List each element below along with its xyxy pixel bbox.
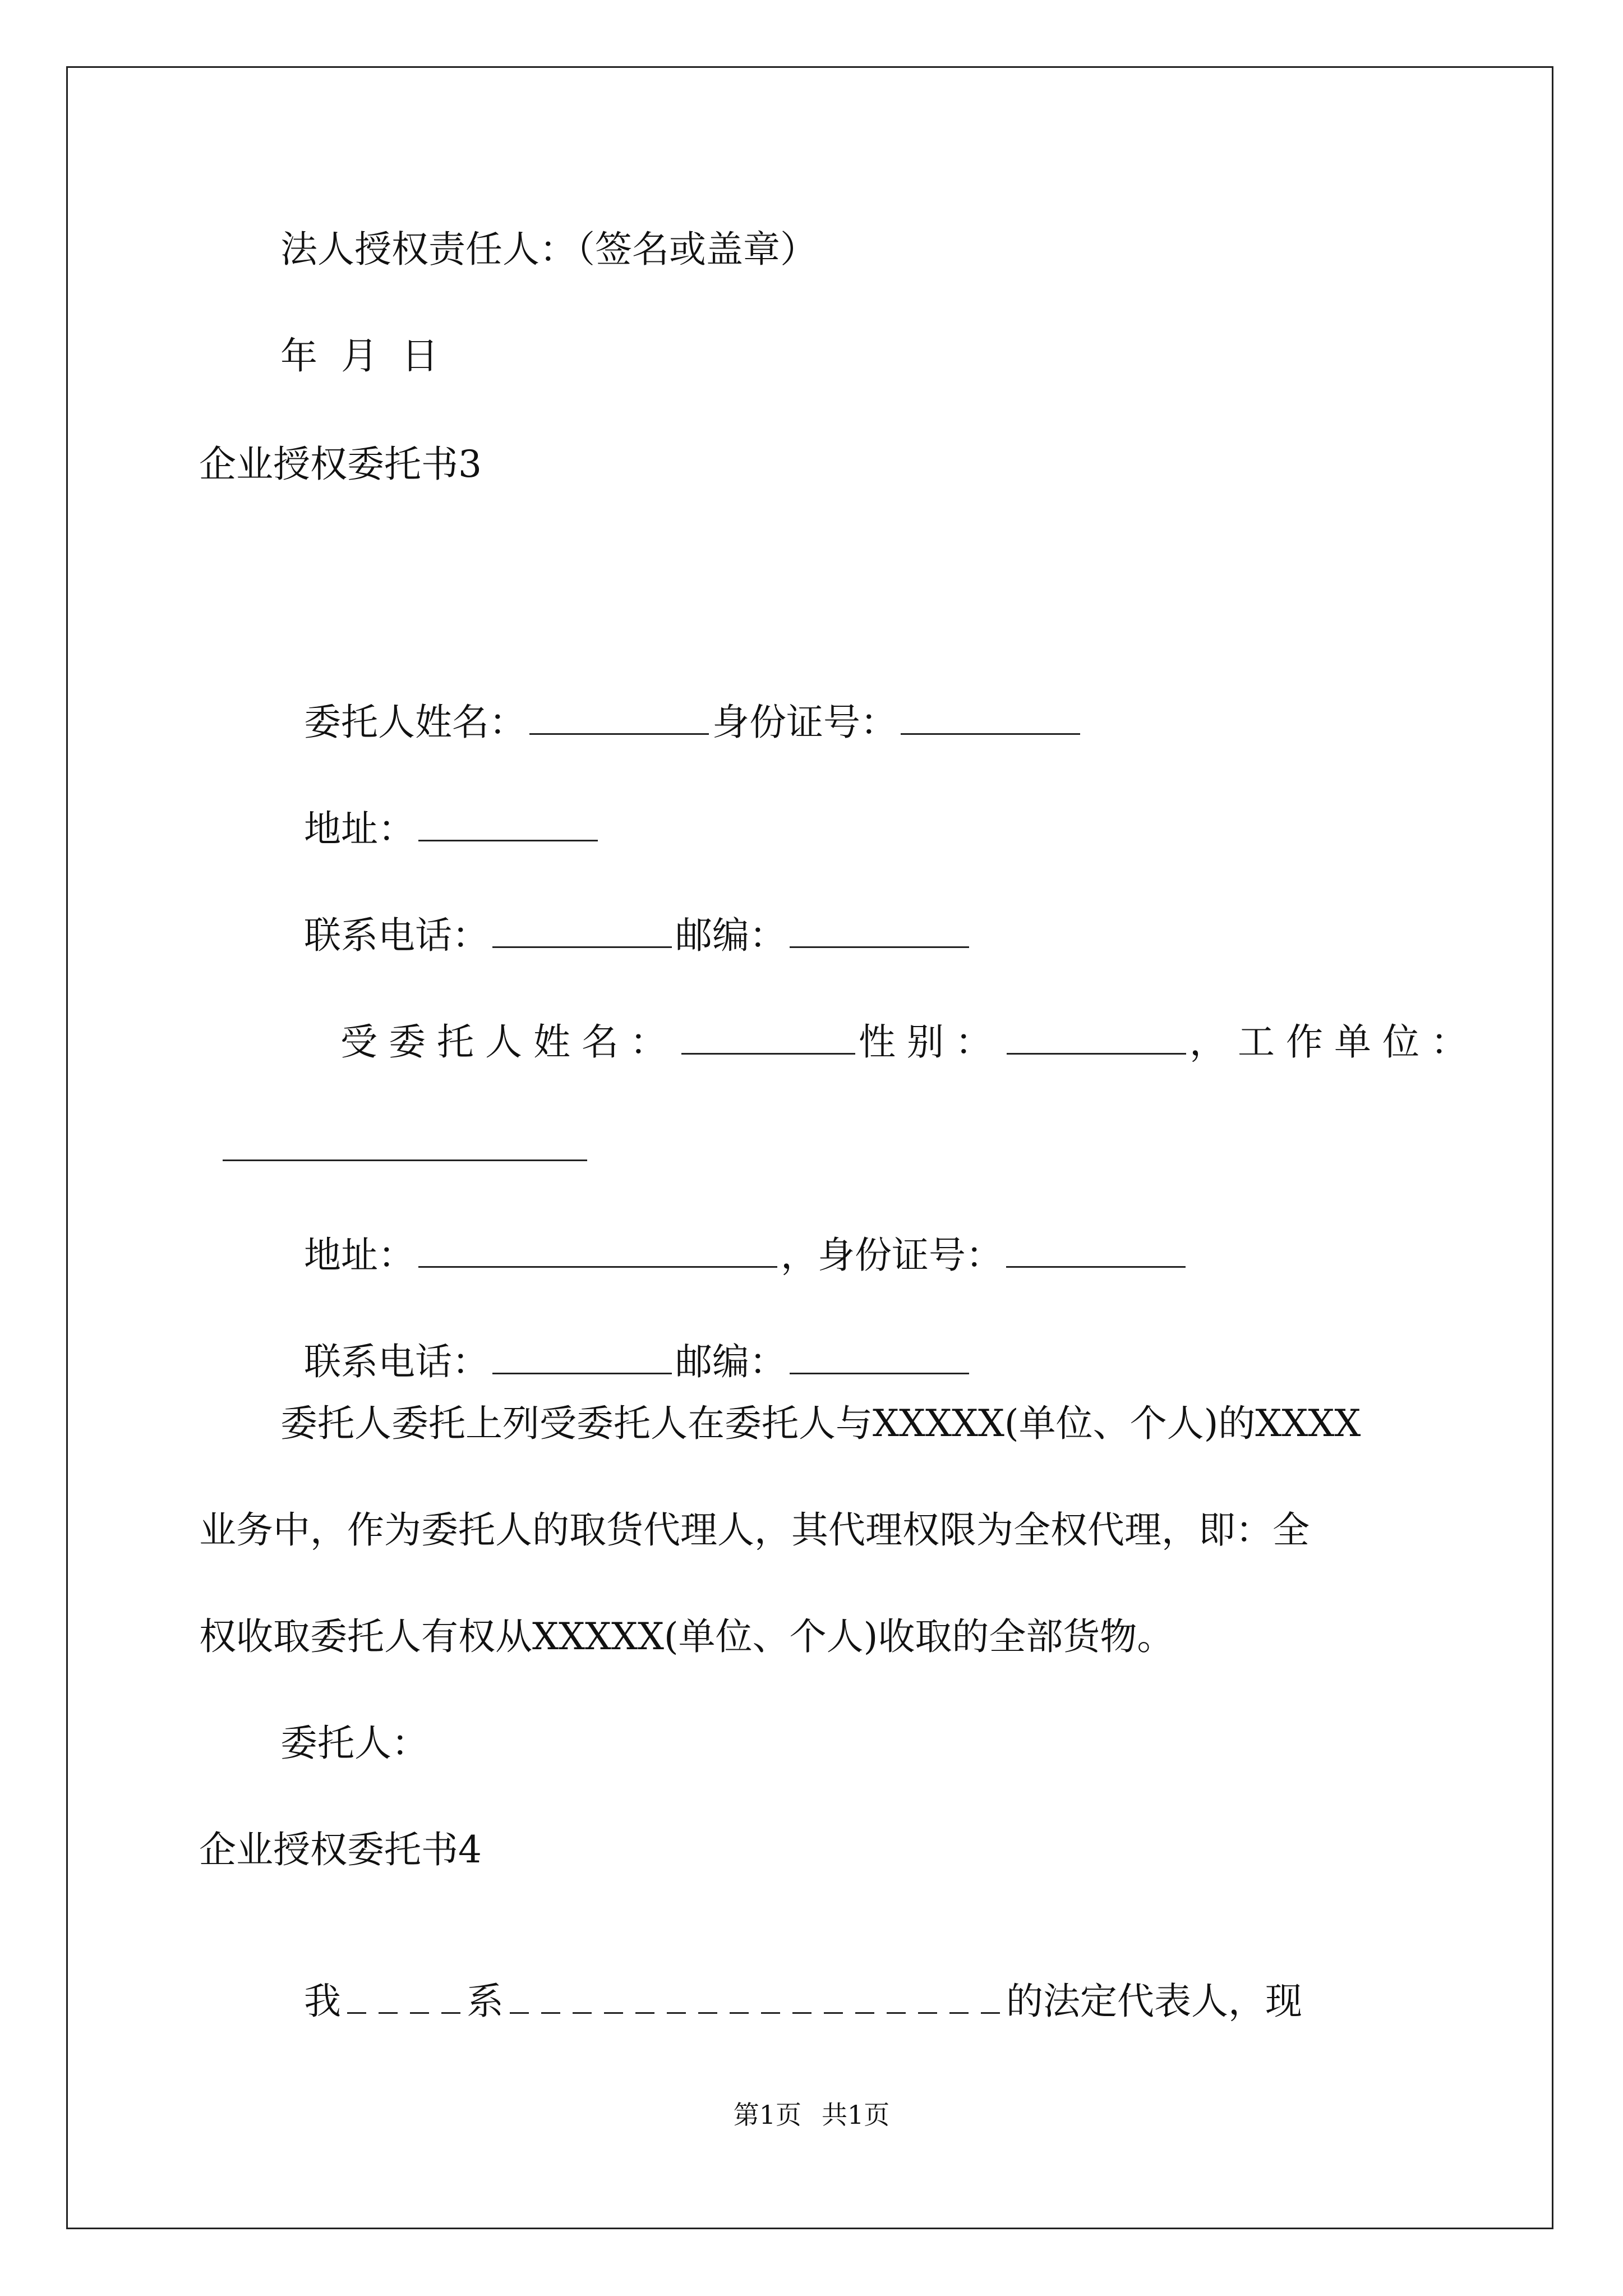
- section-title-3: 企业授权委托书3: [199, 443, 482, 486]
- agent-phone-blank: [492, 1340, 672, 1374]
- agent-name-blank: [681, 1020, 855, 1055]
- principal-phone-blank: [492, 914, 672, 948]
- body-paragraph-line-2: 业务中，作为委托人的取货代理人，其代理权限为全权代理，即：全: [199, 1508, 1310, 1552]
- principal-signature-line: 委托人：: [280, 1722, 428, 1765]
- page-footer: [0, 2098, 1623, 2132]
- agent-address-comma: ，: [780, 1234, 818, 1277]
- agent-comma: ，: [1189, 1020, 1238, 1064]
- signer-line: 法人授权责任人：（签名或盖章）: [280, 228, 817, 271]
- agent-info-line: [294, 975, 1479, 1064]
- agent-workplace-label: 工作单位：: [1237, 1020, 1479, 1064]
- principal-postcode-label: 邮编：: [675, 914, 786, 957]
- rep-blank-2: [504, 1980, 1006, 2023]
- agent-id-label: 身份证号：: [817, 1234, 1003, 1277]
- agent-address-blank: [418, 1234, 777, 1268]
- body-paragraph-line-1: 委托人委托上列受委托人在委托人与XXXXX(单位、个人)的XXXX: [280, 1402, 1361, 1445]
- principal-phone-label: 联系电话：: [303, 914, 489, 957]
- agent-postcode-blank: [790, 1340, 969, 1374]
- agent-address-label: 地址：: [303, 1234, 415, 1277]
- page-number: 第1页: [733, 2100, 801, 2130]
- representative-line: [280, 1934, 1302, 2023]
- rep-blank-1: [341, 1980, 467, 2023]
- principal-id-label: 身份证号：: [712, 701, 897, 744]
- principal-name-label: 委托人姓名：: [303, 701, 526, 744]
- principal-address-blank: [418, 807, 598, 841]
- body-paragraph-line-3: 权收取委托人有权从XXXXX(单位、个人)收取的全部货物。: [199, 1615, 1174, 1658]
- agent-gender-blank: [1007, 1020, 1186, 1055]
- rep-xi: 系: [466, 1980, 504, 2023]
- agent-workplace-blank: [223, 1127, 587, 1161]
- principal-name-blank: [529, 701, 709, 735]
- agent-address-line: [280, 1188, 1189, 1277]
- agent-postcode-label: 邮编：: [675, 1340, 786, 1383]
- principal-address-label: 地址：: [303, 807, 415, 850]
- section-title-4: 企业授权委托书4: [199, 1828, 482, 1871]
- rep-me: 我: [303, 1980, 341, 2023]
- agent-workplace-line: [199, 1082, 591, 1126]
- agent-contact-line: [280, 1295, 972, 1383]
- principal-info-line: [280, 655, 1083, 744]
- principal-address-line: [280, 762, 601, 850]
- date-line: 年 月 日: [280, 334, 439, 378]
- agent-phone-label: 联系电话：: [303, 1340, 489, 1383]
- page-total: 共1页: [822, 2100, 890, 2130]
- agent-id-blank: [1006, 1234, 1186, 1268]
- principal-postcode-blank: [790, 914, 969, 948]
- rep-tail: 的法定代表人，现: [1006, 1980, 1302, 2023]
- agent-gender-label: 性别：: [858, 1020, 1003, 1064]
- principal-id-blank: [901, 701, 1080, 735]
- principal-contact-line: [280, 868, 972, 957]
- agent-name-label: 受委托人姓名：: [340, 1020, 678, 1064]
